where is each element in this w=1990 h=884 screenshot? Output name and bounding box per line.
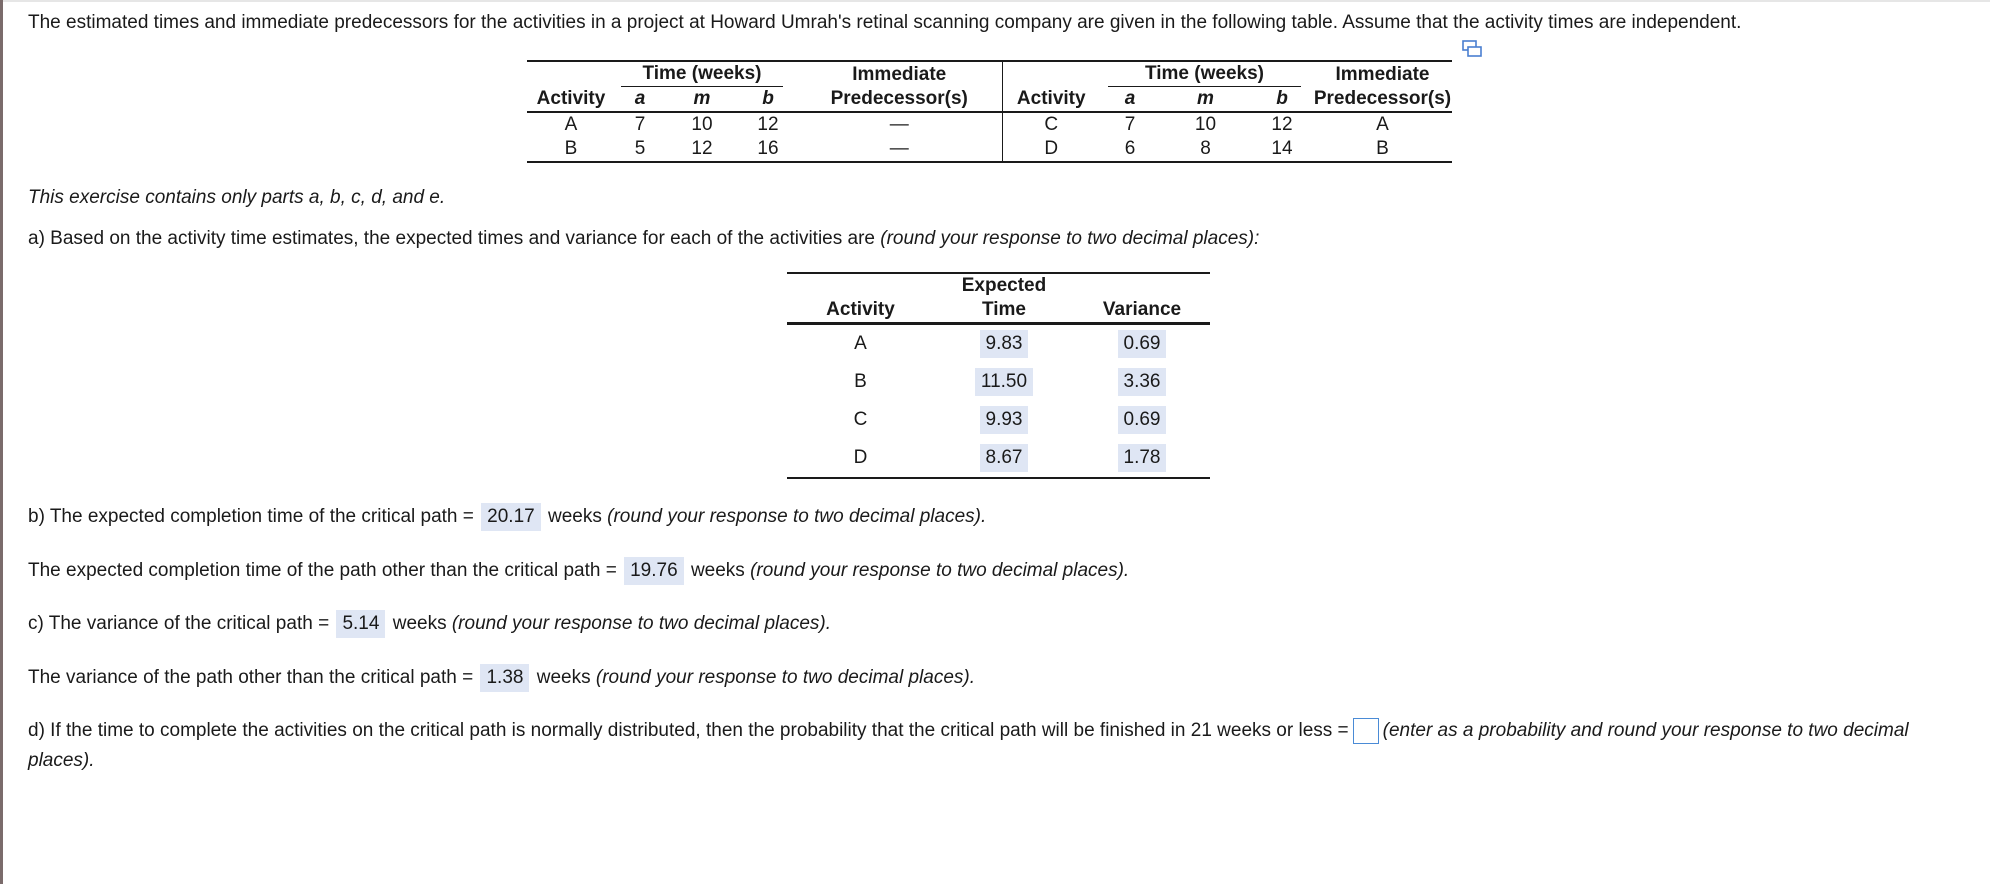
variance-answer: 3.36 (1118, 368, 1167, 396)
part-b1-unit: weeks (547, 506, 602, 527)
b-cell: 14 (1251, 137, 1313, 162)
pred-header-left-2: Predecessor(s) (797, 87, 1002, 112)
activity-cell: B (854, 371, 867, 392)
activity-header-right: Activity (1002, 87, 1100, 112)
b-header-left: b (739, 87, 797, 112)
pred-header-left-1: Immediate (797, 61, 1002, 87)
part-c2-text: The variance of the path other than the critical path = (28, 667, 474, 688)
b-cell: 16 (739, 137, 797, 162)
part-b2-line (28, 557, 1129, 585)
m-header-right: m (1160, 87, 1251, 112)
table2-header-row (787, 273, 1210, 324)
part-c1-text: c) The variance of the critical path = (28, 613, 330, 634)
m-header-left: m (665, 87, 739, 112)
critical-path-variance-answer: 5.14 (336, 610, 385, 638)
m-cell: 10 (1194, 114, 1217, 135)
activity-cell: A (564, 114, 578, 135)
expected-time-answer: 9.83 (980, 330, 1029, 358)
part-b1-hint: (round your response to two decimal places). (607, 506, 987, 527)
pred-header-right-2: Predecessor(s) (1313, 87, 1452, 112)
m-cell: 12 (665, 137, 739, 162)
part-d-line (28, 718, 1909, 744)
variance-answer: 1.78 (1118, 444, 1167, 472)
part-b1-line (28, 503, 986, 531)
part-b2-hint: (round your response to two decimal places). (750, 560, 1130, 581)
exercise-note: This exercise contains only parts a, b, c, d, and e. (28, 187, 446, 208)
variance-answer: 0.69 (1118, 406, 1167, 434)
part-b2-unit: weeks (690, 560, 745, 581)
part-c2-unit: weeks (536, 667, 591, 688)
activity-cell: C (1002, 112, 1100, 137)
m-cell: 8 (1160, 137, 1251, 162)
b-header-right: b (1251, 87, 1313, 112)
other-path-variance-answer: 1.38 (480, 664, 529, 692)
activity-cell: C (853, 409, 868, 430)
time-header-right: Time (weeks) (1108, 62, 1301, 87)
pred-cell: — (889, 114, 909, 135)
table1-header-row-1 (527, 61, 1452, 87)
part-d-hint-continued: places). (28, 750, 95, 771)
table-row (787, 401, 1210, 439)
expected-variance-table (787, 272, 1210, 479)
a-cell: 5 (615, 137, 665, 162)
part-b2-text: The expected completion time of the path other than the critical path = (28, 560, 617, 581)
expected-header-line-1: Expected (961, 275, 1047, 296)
part-c1-line (28, 610, 831, 638)
part-c2-line (28, 664, 975, 692)
expected-time-answer: 8.67 (980, 444, 1029, 472)
pred-cell: B (1313, 137, 1452, 162)
activity-times-table (527, 60, 1452, 163)
a-header-right: a (1100, 87, 1160, 112)
activity-cell: A (854, 333, 867, 354)
table-row (787, 363, 1210, 401)
part-c1-unit: weeks (392, 613, 447, 634)
pred-cell: A (1376, 114, 1389, 135)
b-cell: 12 (1271, 114, 1293, 135)
a-cell: 6 (1100, 137, 1160, 162)
a-header-left: a (615, 87, 665, 112)
part-c2-hint: (round your response to two decimal places). (595, 667, 976, 688)
activity-cell: B (527, 137, 615, 162)
a-cell: 7 (634, 114, 646, 135)
a-cell: 7 (1124, 114, 1136, 135)
table-row (787, 324, 1210, 364)
other-path-time-answer: 19.76 (624, 557, 684, 585)
expected-header-line-2: Time (981, 299, 1026, 320)
part-b1-text: b) The expected completion time of the critical path = (28, 506, 474, 527)
part-a-line (28, 227, 1259, 251)
part-a-hint: (round your response to two decimal places): (880, 228, 1260, 249)
probability-input[interactable] (1353, 718, 1379, 744)
pred-cell: — (797, 137, 1002, 162)
part-d-text: d) If the time to complete the activities on the critical path is normally distributed, then the probability that the critical path will be finished in 21 weeks or less = (28, 720, 1349, 742)
expected-time-header (934, 273, 1074, 324)
part-a-text: a) Based on the activity time estimates, the expected times and variance for each of the activities are (28, 228, 875, 249)
copy-icon[interactable] (1462, 40, 1482, 58)
expected-time-answer: 11.50 (975, 368, 1033, 396)
part-d-hint: (enter as a probability and round your response to two decimal (1382, 720, 1909, 742)
table-row (527, 112, 1452, 137)
part-c1-hint: (round your response to two decimal places). (451, 613, 831, 634)
b-cell: 12 (757, 114, 779, 135)
top-edge (0, 0, 1990, 2)
expected-time-answer: 9.93 (980, 406, 1029, 434)
time-header-left: Time (weeks) (621, 62, 783, 87)
activity-header-left: Activity (527, 87, 615, 112)
critical-path-time-answer: 20.17 (481, 503, 541, 531)
variance-answer: 0.69 (1118, 330, 1167, 358)
activity-cell: D (787, 439, 934, 478)
activity-header: Activity (787, 273, 934, 324)
table1-header-row-2 (527, 87, 1452, 112)
activity-cell: D (1002, 137, 1100, 162)
variance-header: Variance (1074, 273, 1210, 324)
table-row (787, 439, 1210, 478)
intro-text: The estimated times and immediate predecessors for the activities in a project at Howard Umrah's retinal scanning company are given in the following table. Assume that the activity times are independent. (28, 12, 1742, 33)
m-cell: 10 (691, 114, 713, 135)
pred-header-right-1: Immediate (1313, 61, 1452, 87)
left-edge-bar (0, 0, 3, 884)
table-row (527, 137, 1452, 162)
